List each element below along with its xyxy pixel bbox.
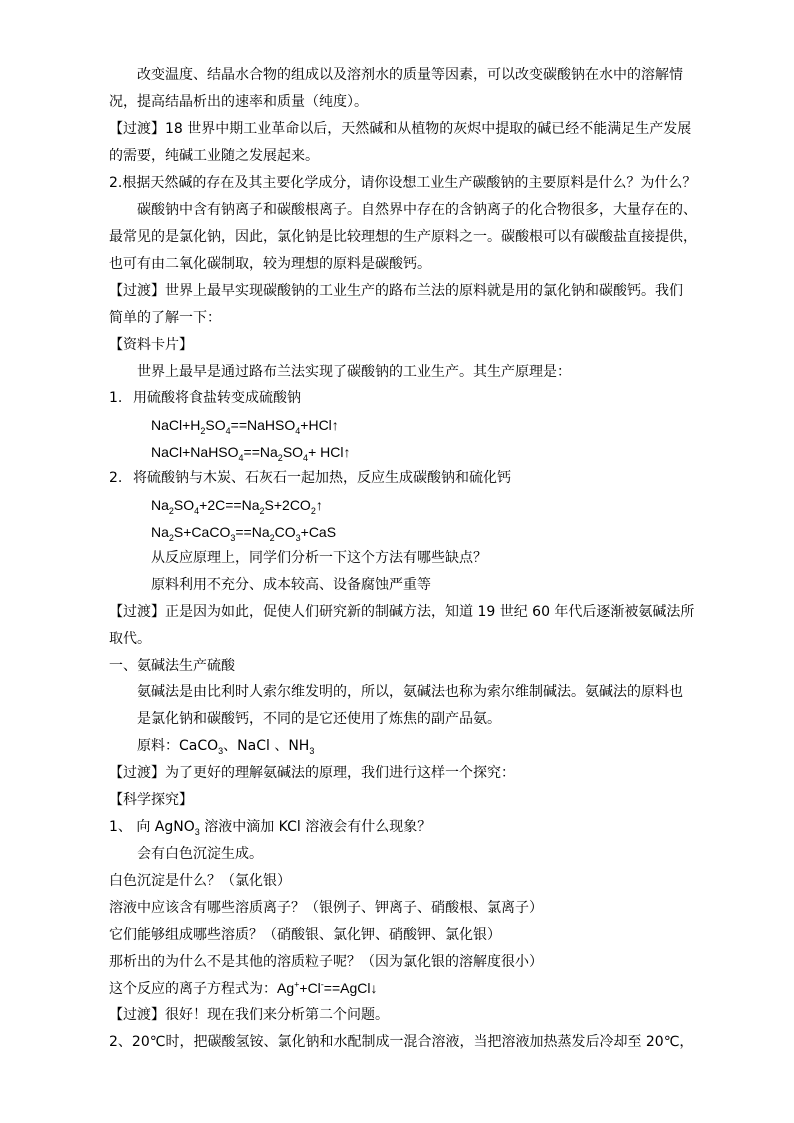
paragraph-line: 简单的了解一下： [109, 310, 221, 326]
transition-line: 【过渡】正是因为如此，促使人们研究新的制碱方法，知道 19 世纪 60 年代后逐渐被氨碱法所 [109, 604, 695, 620]
paragraph-line: 白色沉淀是什么？（氯化银） [109, 873, 291, 889]
paragraph-line: 那析出的为什么不是其他的溶质粒子呢？（因为氯化银的溶解度很小） [109, 954, 543, 970]
question-line: 1、 向 AgNO$_3$ 溶液中滴加 KCl 溶液会有什么现象？ [109, 819, 432, 837]
equation: $NaCl+NaHSO_4==Na_2SO_4+$ HCl↑ [151, 444, 351, 463]
list-text: 用硫酸将食盐转变成硫酸钠 [133, 390, 301, 406]
ionic-equation-line: 这个反应的离子方程式为：Ag++Cl-==AgCl↓ [109, 979, 378, 997]
list-number: 1. [109, 390, 123, 406]
list-number: 2. [109, 470, 123, 486]
equation: $NaCl+H_2SO_4==NaHSO_4+HCl↑$ [151, 417, 339, 436]
equation: $Na_2S+CaCO_3==Na_2CO_3+CaS$ [151, 524, 337, 543]
paragraph-line: 改变温度、结晶水合物的组成以及溶剂水的质量等因素，可以改变碳酸钠在水中的溶解情 [137, 67, 683, 83]
equation: $Na_2SO_4+2C==Na_2S+2CO_2↑$ [151, 497, 323, 516]
question-line: 2.根据天然碱的存在及其主要化学成分，请你设想工业生产碳酸钠的主要原料是什么？为什么？ [109, 175, 697, 191]
section-label: 【科学探究】 [109, 792, 193, 808]
list-text: 将硫酸钠与木炭、石灰石一起加热，反应生成碳酸钠和硫化钙 [133, 470, 511, 486]
transition-line: 【过渡】世界上最早实现碳酸钠的工业生产的路布兰法的原料就是用的氯化钠和碳酸钙。我们 [109, 283, 683, 299]
list-item [109, 470, 511, 486]
paragraph-line: 碳酸钠中含有钠离子和碳酸根离子。自然界中存在的含钠离子的化合物很多，大量存在的、 [137, 202, 697, 218]
paragraph-line: 是氯化钠和碳酸钙，不同的是它还使用了炼焦的副产品氨。 [137, 711, 501, 727]
paragraph-line: 它们能够组成哪些溶质？（硝酸银、氯化钾、硝酸钾、氯化银） [109, 927, 501, 943]
paragraph-line: 溶液中应该含有哪些溶质离子？（银例子、钾离子、硝酸根、氯离子） [109, 900, 543, 916]
question-line: 2、20℃时，把碳酸氢铵、氯化钠和水配制成一混合溶液，当把溶液加热蒸发后冷却至 20℃， [109, 1034, 694, 1050]
raw-materials-line: 原料：CaCO$_3$、NaCl 、$NH_3$ [137, 738, 315, 756]
paragraph-line: 会有白色沉淀生成。 [137, 846, 263, 862]
paragraph-line: 取代。 [109, 631, 151, 647]
transition-line: 【过渡】为了更好的理解氨碱法的原理，我们进行这样一个探究： [109, 765, 515, 781]
transition-line: 【过渡】很好！现在我们来分析第二个问题。 [109, 1007, 389, 1023]
paragraph-line: 氨碱法是由比利时人索尔维发明的，所以，氨碱法也称为索尔维制碱法。氨碱法的原料也 [137, 684, 683, 700]
paragraph-line: 也可有由二氧化碳制取，较为理想的原料是碳酸钙。 [109, 256, 431, 272]
section-heading: 一、氨碱法生产硫酸 [109, 658, 235, 674]
paragraph-line: 的需要，纯碱工业随之发展起来。 [109, 148, 319, 164]
paragraph-line: 最常见的是氯化钠，因此，氯化钠是比较理想的生产原料之一。碳酸根可以有碳酸盐直接提供， [109, 229, 697, 245]
paragraph-line: 世界上最早是通过路布兰法实现了碳酸钠的工业生产。其生产原理是： [137, 364, 571, 380]
paragraph-line: 况，提高结晶析出的速率和质量（纯度）。 [109, 94, 368, 110]
section-label: 【资料卡片】 [109, 337, 193, 353]
paragraph-line: 原料利用不充分、成本较高、设备腐蚀严重等 [151, 577, 431, 593]
paragraph-line: 从反应原理上，同学们分析一下这个方法有哪些缺点？ [151, 550, 487, 566]
transition-line: 【过渡】18 世界中期工业革命以后，天然碱和从植物的灰烬中提取的碱已经不能满足生产发展 [109, 121, 692, 137]
list-item [109, 390, 301, 406]
